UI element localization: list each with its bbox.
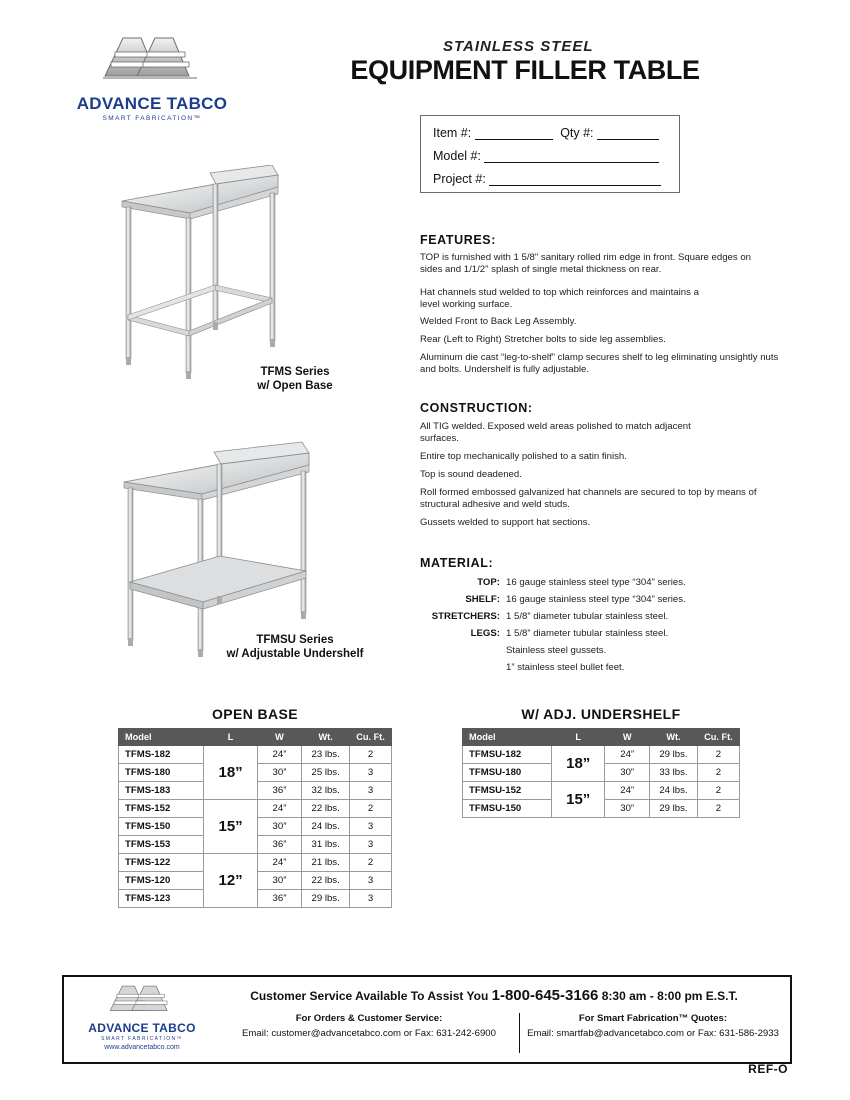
footer-brand-tagline: SMART FABRICATION™ bbox=[101, 1036, 183, 1042]
cell-weight: 22 lbs. bbox=[302, 872, 350, 890]
item-field[interactable] bbox=[475, 139, 553, 140]
features-item-2: Welded Front to Back Leg Assembly. bbox=[420, 316, 577, 327]
cell-width: 30” bbox=[605, 764, 650, 782]
model-label: Model #: bbox=[433, 149, 481, 163]
illustration-2-caption-line2: w/ Adjustable Undershelf bbox=[226, 648, 364, 660]
material-value-2: 1 5/8” diameter tubular stainless steel. bbox=[506, 611, 669, 622]
illustration-2-caption bbox=[170, 633, 420, 661]
cell-cuft: 2 bbox=[350, 800, 392, 818]
cell-cuft: 3 bbox=[350, 872, 392, 890]
material-label-0: TOP: bbox=[477, 577, 500, 588]
cell-length: 18” bbox=[552, 746, 605, 782]
cell-width: 30” bbox=[257, 872, 302, 890]
footer-orders-title: For Orders & Customer Service: bbox=[295, 1013, 443, 1024]
qty-field[interactable] bbox=[597, 139, 659, 140]
cell-cuft: 2 bbox=[350, 746, 392, 764]
construction-item-1: Entire top mechanically polished to a satin finish. bbox=[420, 451, 627, 462]
footer-website[interactable]: www.advancetabco.com bbox=[104, 1044, 180, 1051]
logo-mark-icon bbox=[93, 30, 211, 92]
th-width: W bbox=[605, 729, 650, 746]
footer-logo bbox=[72, 983, 212, 1051]
features-item-3: Rear (Left to Right) Stretcher bolts to side leg assemblies. bbox=[420, 334, 666, 345]
cell-cuft: 3 bbox=[350, 836, 392, 854]
cell-model: TFMSU-150 bbox=[463, 800, 552, 818]
th-width: W bbox=[257, 729, 302, 746]
footer-logo-mark-icon bbox=[102, 983, 182, 1019]
footer-quotes-contact[interactable]: Email: smartfab@advancetabco.com or Fax: 631-586-2933 bbox=[527, 1028, 779, 1039]
cell-model: TFMS-122 bbox=[119, 854, 204, 872]
cell-weight: 29 lbs. bbox=[302, 890, 350, 908]
item-info-box bbox=[420, 115, 680, 193]
cell-model: TFMS-150 bbox=[119, 818, 204, 836]
cell-width: 24” bbox=[605, 782, 650, 800]
table-row bbox=[463, 782, 740, 800]
construction-item-0: All TIG welded. Exposed weld areas polished to match adjacent surfaces. bbox=[420, 421, 691, 444]
footer-divider bbox=[519, 1013, 520, 1053]
material-label-3: LEGS: bbox=[470, 628, 500, 639]
table-2-title: W/ ADJ. UNDERSHELF bbox=[521, 706, 681, 722]
cell-weight: 33 lbs. bbox=[650, 764, 698, 782]
features-item-4: Aluminum die cast “leg-to-shelf” clamp secures shelf to leg eliminating unsightly nuts and bolts. Undershelf is fully adjustable. bbox=[420, 352, 779, 375]
qty-label: Qty #: bbox=[560, 126, 594, 140]
model-field[interactable] bbox=[484, 162, 659, 163]
cell-weight: 21 lbs. bbox=[302, 854, 350, 872]
cell-model: TFMS-180 bbox=[119, 764, 204, 782]
cell-cuft: 2 bbox=[697, 800, 739, 818]
cell-weight: 32 lbs. bbox=[302, 782, 350, 800]
cell-width: 30” bbox=[257, 764, 302, 782]
table-row bbox=[463, 746, 740, 764]
cell-cuft: 3 bbox=[350, 818, 392, 836]
table-row bbox=[119, 746, 392, 764]
cell-model: TFMS-183 bbox=[119, 782, 204, 800]
cell-width: 36” bbox=[257, 782, 302, 800]
table-header-row bbox=[463, 729, 740, 746]
cell-weight: 22 lbs. bbox=[302, 800, 350, 818]
construction-item-4: Gussets welded to support hat sections. bbox=[420, 517, 591, 528]
cell-weight: 31 lbs. bbox=[302, 836, 350, 854]
footer-panel bbox=[62, 975, 792, 1064]
material-value-3: 1 5/8” diameter tubular stainless steel. bbox=[506, 628, 669, 639]
cell-weight: 24 lbs. bbox=[302, 818, 350, 836]
cell-width: 24” bbox=[257, 746, 302, 764]
footer-headline bbox=[214, 987, 774, 1004]
cell-model: TFMS-182 bbox=[119, 746, 204, 764]
footer-quotes-column bbox=[524, 1013, 782, 1039]
cell-model: TFMS-152 bbox=[119, 800, 204, 818]
cell-weight: 25 lbs. bbox=[302, 764, 350, 782]
table-row bbox=[119, 800, 392, 818]
footer-phone[interactable]: 1-800-645-3166 bbox=[491, 987, 599, 1004]
illustration-1-caption-line1: TFMS Series bbox=[260, 366, 330, 378]
brand-tagline: SMART FABRICATION™ bbox=[102, 115, 202, 122]
cell-width: 30” bbox=[605, 800, 650, 818]
cell-model: TFMSU-152 bbox=[463, 782, 552, 800]
th-model: Model bbox=[463, 729, 552, 746]
cell-cuft: 2 bbox=[350, 854, 392, 872]
item-label: Item #: bbox=[433, 126, 472, 140]
th-weight: Wt. bbox=[650, 729, 698, 746]
th-model: Model bbox=[119, 729, 204, 746]
cell-weight: 23 lbs. bbox=[302, 746, 350, 764]
table-row bbox=[119, 854, 392, 872]
th-length: L bbox=[552, 729, 605, 746]
cell-weight: 29 lbs. bbox=[650, 800, 698, 818]
undershelf-table bbox=[462, 728, 740, 818]
cell-length: 15” bbox=[552, 782, 605, 818]
reference-code: REF-O bbox=[748, 1062, 788, 1076]
cell-width: 24” bbox=[605, 746, 650, 764]
features-item-0: TOP is furnished with 1 5/8" sanitary rolled rim edge in front. Square edges on sides and 1/1/2" splash of single metal thickness on rear. bbox=[420, 252, 752, 275]
page-title: EQUIPMENT FILLER TABLE bbox=[350, 55, 700, 85]
material-value-1: 16 gauge stainless steel type “304” series. bbox=[506, 594, 686, 605]
cell-width: 36” bbox=[257, 890, 302, 908]
material-value-0: 16 gauge stainless steel type “304” series. bbox=[506, 577, 686, 588]
th-length: L bbox=[204, 729, 257, 746]
th-cuft: Cu. Ft. bbox=[350, 729, 392, 746]
th-cuft: Cu. Ft. bbox=[697, 729, 739, 746]
cell-weight: 24 lbs. bbox=[650, 782, 698, 800]
open-base-table bbox=[118, 728, 392, 908]
table-1-title: OPEN BASE bbox=[211, 706, 299, 722]
illustration-2-caption-line1: TFMSU Series bbox=[256, 634, 334, 646]
footer-quotes-title: For Smart Fabrication™ Quotes: bbox=[578, 1013, 728, 1024]
header-subtitle: STAINLESS STEEL bbox=[443, 38, 594, 55]
construction-item-2: Top is sound deadened. bbox=[420, 469, 522, 480]
cell-model: TFMS-123 bbox=[119, 890, 204, 908]
cell-model: TFMS-120 bbox=[119, 872, 204, 890]
brand-logo bbox=[62, 30, 242, 122]
features-title: FEATURES: bbox=[420, 233, 496, 247]
cell-length: 12” bbox=[204, 854, 257, 908]
cell-weight: 29 lbs. bbox=[650, 746, 698, 764]
cell-width: 24” bbox=[257, 854, 302, 872]
cell-length: 18” bbox=[204, 746, 257, 800]
brand-name: ADVANCE TABCO bbox=[76, 94, 228, 113]
cell-model: TFMSU-180 bbox=[463, 764, 552, 782]
cell-width: 36” bbox=[257, 836, 302, 854]
cell-model: TFMS-153 bbox=[119, 836, 204, 854]
footer-hours: 8:30 am - 8:00 pm E.S.T. bbox=[601, 989, 738, 1003]
table-header-row bbox=[119, 729, 392, 746]
cell-width: 24” bbox=[257, 800, 302, 818]
footer-brand-name: ADVANCE TABCO bbox=[88, 1021, 196, 1035]
project-label: Project #: bbox=[433, 172, 486, 186]
illustration-1-caption-line2: w/ Open Base bbox=[257, 380, 333, 392]
th-weight: Wt. bbox=[302, 729, 350, 746]
material-value-4: Stainless steel gussets. bbox=[506, 645, 607, 656]
cell-cuft: 3 bbox=[350, 782, 392, 800]
cell-cuft: 3 bbox=[350, 890, 392, 908]
material-label-2: STRETCHERS: bbox=[431, 611, 500, 622]
construction-title: CONSTRUCTION: bbox=[420, 401, 533, 415]
project-field[interactable] bbox=[489, 185, 661, 186]
material-label-1: SHELF: bbox=[465, 594, 500, 605]
cell-cuft: 2 bbox=[697, 782, 739, 800]
footer-headline-pre: Customer Service Available To Assist You bbox=[250, 989, 489, 1003]
cell-cuft: 2 bbox=[697, 746, 739, 764]
cell-width: 30” bbox=[257, 818, 302, 836]
illustration-1-caption bbox=[180, 365, 410, 393]
product-illustration-undershelf bbox=[110, 440, 390, 665]
cell-model: TFMSU-182 bbox=[463, 746, 552, 764]
construction-item-3: Roll formed embossed galvanized hat channels are secured to top by means of structural adhesive and weld studs. bbox=[420, 487, 757, 510]
cell-cuft: 3 bbox=[350, 764, 392, 782]
material-value-5: 1” stainless steel bullet feet. bbox=[506, 662, 625, 673]
material-title: MATERIAL: bbox=[420, 556, 494, 570]
footer-orders-column bbox=[219, 1013, 519, 1039]
footer-orders-contact[interactable]: Email: customer@advancetabco.com or Fax: 631-242-6900 bbox=[242, 1028, 496, 1039]
cell-cuft: 2 bbox=[697, 764, 739, 782]
product-illustration-open-base bbox=[110, 165, 380, 385]
cell-length: 15” bbox=[204, 800, 257, 854]
features-item-1: Hat channels stud welded to top which reinforces and maintains a level working surface. bbox=[420, 287, 699, 310]
